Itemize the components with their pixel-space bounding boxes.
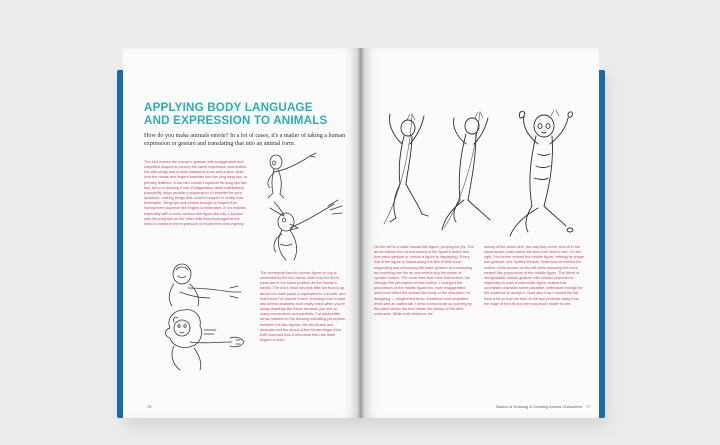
lion-caption: The somewhat fanciful human figure on top is mimicked by the lion below. Note how the lion's paws are in the same position as the human's hands. The lion's head has (the little toe found) up above the main paws is equivalent to a thumb, and that's how I've placed it here. Knowing how human and animal anatomy work really helps when you're doing drawings like these because you see so many connections and parallels. I've added little arrow markers to the drawing indicating perception between the two figures, like the thumb and dewclaw and the snout of the human finger from both toes and how it rebounds from the other fingers or toes. [260, 271, 346, 343]
jumping-human-sketch [378, 104, 438, 234]
human-reaching-sketch [160, 262, 250, 308]
human-pointing-sketch [262, 148, 324, 200]
bird-caption: The bird mimics the human's gesture with exaggerated and simplified shapes to convey the same expression and motion but with wings and a beak instead of arms and a face. Note how the hands and fingers translate into the long wing tips, or primary feathers. A low bird couldn't squeeze its wing tips like this, but in a drawing it can. Exaggeration while maintaining plausibility helps provide a suspension of disbelief for your audience, making things that couldn't happen in reality look believable. Wing tips look similar enough to fingers that having them squeeze like fingers is believable. If not realistic, especially with a more cartoon-like figure like this. Likewise with the wing tips on the other side that shoot against the head to enhance the expression of excitement and urgency. [144, 160, 248, 226]
bird-pointing-sketch [268, 198, 348, 264]
weasel-rough-sketch [440, 104, 500, 236]
page-number-left: 78 [147, 404, 152, 409]
intro-paragraph: How do you make animals emote? In a lot of cases, it's a matter of taking a human expression or gesture and translating that into an animal form. [144, 133, 346, 148]
title-line: AND EXPRESSION TO ANIMALS [144, 114, 328, 127]
weasel-caption: sweep of the action line, the way they move and sit in the same space pulls makes the foot a bit hard to see. On the right, I've further refined the middle figure, refining its shape and gesture, into Sparks Weasel. Note how he mimics the motion of the human on the left while featuring the more weasel-like proportions of the middle figure. The blend of recognizable human gesture with weasel proportions, especially in such a cartoonish figure, makes this unrealistic character seem plausible, believable enough for the audience to accept it. Note also how I moved the tail back a bit so that the toes of the foot protrude away from the edge of the tail and are now much easier to see. [484, 245, 584, 306]
title-line: APPLYING BODY LANGUAGE [144, 101, 313, 114]
sparks-weasel-sketch [504, 104, 584, 240]
lion-reaching-sketch [160, 308, 256, 372]
page-number-right: 77 [586, 404, 591, 409]
section-title [144, 101, 344, 127]
jumping-caption: On the left is a basic human-like figure, jumping for joy. The arrow follows the curved sweep of the figure's action line (the basic gesture or motion a figure is displaying). Every line in the figure is drawn along the line of that curve, supporting and enhancing the basic gesture of a sweeping arc traveling into the air and reinforcing the sense of upward motion. The more lines that echo that motion, the stronger the perception of that motion. I changed the proportions of the middle figure into more exaggerated ones that reflect the weasel-like body of the character I'm designing — lengthened torso, shortened and simplified limbs and an added tail. I drew a second arrow pointing by the place where the foot meets the sweep of the tail's underside. While both reinforce the [374, 245, 474, 317]
book-gutter [358, 48, 364, 418]
page-footer: Basics of Drawing & Creating Animal Characters [496, 404, 582, 409]
